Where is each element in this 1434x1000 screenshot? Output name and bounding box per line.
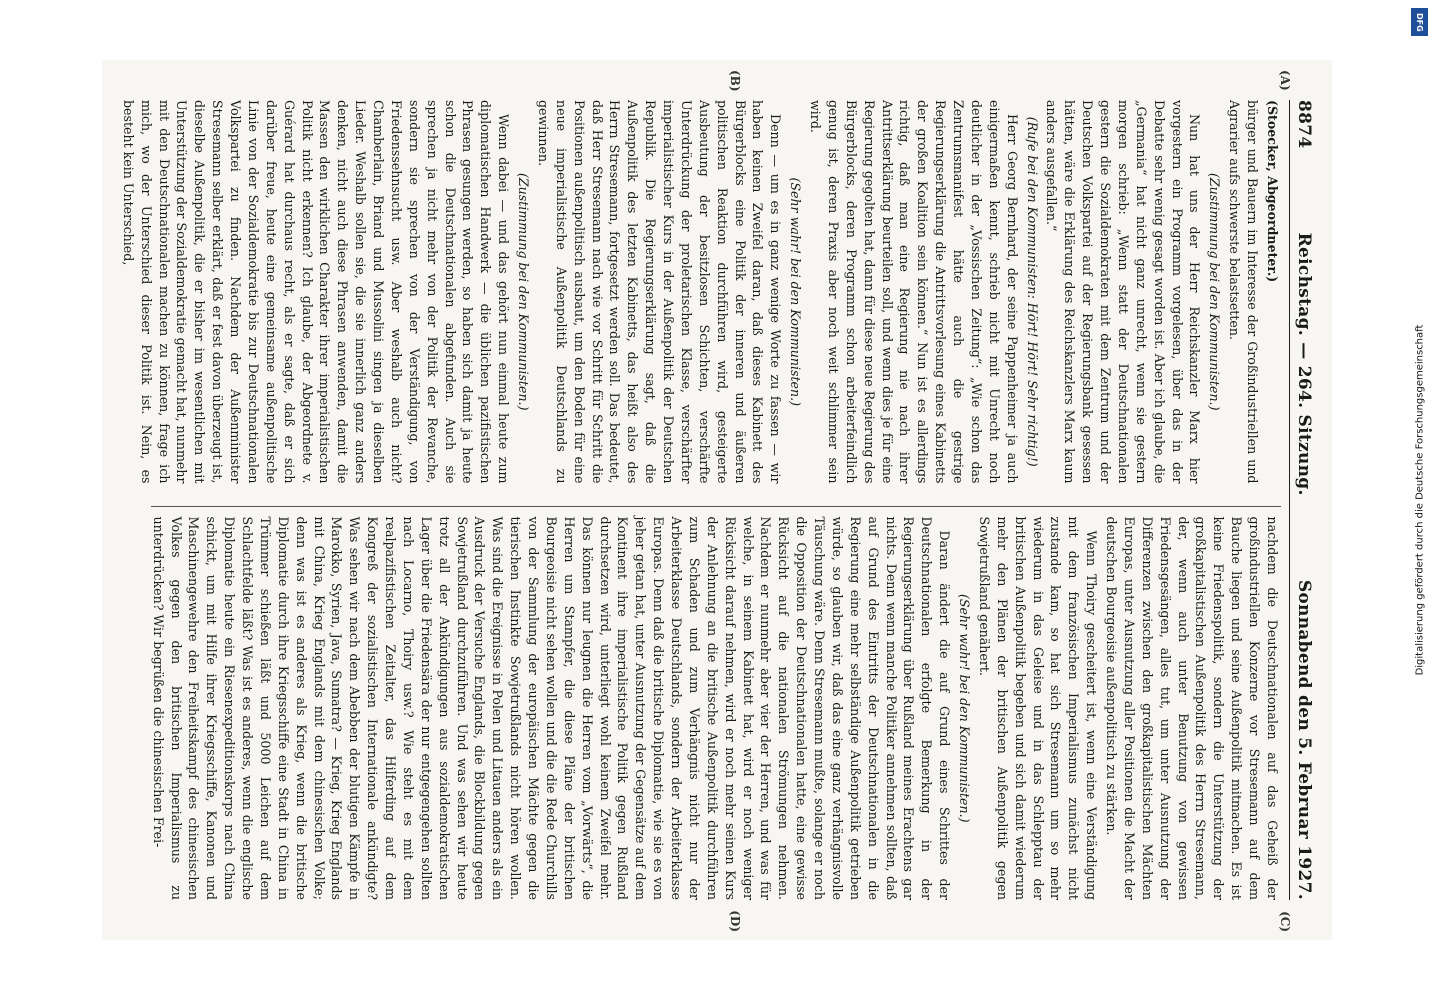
right-column: [151, 506, 1281, 901]
page-header: [1289, 100, 1314, 900]
left-column: [120, 100, 1281, 484]
paragraph: Herr Georg Bernhard, der seine Pappenheimer ja auch einigermaßen kennt, schrieb nicht mit Unrecht noch deutlicher in der „Vossischen Zeitung“: „Wie schon das Zentrumsmanifest hätte auch die gestrige Regierungserklärung die Antrittsvorlesung eines Kabinetts der großen Koalition sein können.“ Nun ist es allerdings richtig, daß man eine Regierung nie nach ihrer Antrittserklärung beurteilen soll, und wenn dies je für eine Regierung gegolten hat, dann für diese neue Regierung des Bürgerblocks, deren Programm schon arbeiterfeindlich genug ist, deren Praxis aber noch weit schlimmer sein wird.: [808, 100, 1020, 484]
paragraph: bürger und Bauern im Interesse der Großindustriellen und Agrarier aufs schwerste belastsetten.: [1227, 100, 1261, 484]
session-title: Reichstag. — 264. Sitzung.: [1294, 232, 1314, 496]
paragraph: Wenn Thoiry gescheitert ist, wenn eine Verständigung mit dem französischen Imperialismus zunächst nicht zustande kam, so hat sich Stresemann um so mehr wiederum in das Geleise und in das Schlepptau der britischen Außenpolitik begeben und sich damit wiederum mehr den Plänen der britischen Außenpolitik gegen Sowjetrußland genähert.: [977, 516, 1100, 900]
paragraph: Wenn dabei — und das gehört nun einmal heute zum diplomatischen Handwerk — die üblichen pazifistischen Phrasen gesungen werden, so haben sich damit ja heute schon die Deutschnationalen abgefunden. Auch sie sprechen ja nicht mehr von der Politik der Revanche, sondern sie sprechen von der Verständigung, von Friedenssehnsucht usw. Aber weshalb auch nicht? Chamberlain, Briand und Mussolini singen ja dieselben Lieder. Weshalb sollen sie, die sie innerlich ganz anders denken, nicht auch diese Phrasen anwenden, damit die Massen den wirklichen Charakter ihrer imperialistischen Politik nicht erkennen? Ich glaube, der Abgeordnete v. Guérard hat durchaus recht, als er sagte, daß er sich darüber freue, heute eine gemeinsame außenpolitische Linie von der Sozialdemokratie bis zur Deutschnationalen Volkspartei zu finden. Nachdem der Außenminister Stresemann selber erklärt, daß er fest davon überzeugt ist, dieselbe Außenpolitik, die er bisher im wesentlichen mit Unterstützung der Sozialdemokratie gemacht hat, nunmehr mit den Deutschnationalen machen zu können, frage ich mich, wo der Unterschied dieser Politik ist. Nein, es besteht kein Unterschied,: [120, 100, 512, 484]
paragraph: Denn — um es in ganz wenige Worte zu fassen — wir haben keinen Zweifel daran, daß dieses Kabinett des Bürgerblocks eine Politik der inneren und äußeren politischen Reaktion durchführen wird, gesteigerte Ausbeutung der besitzlosen Schichten, verschärfte Unterdrückung der proletarischen Klasse, verschärfter imperialistischer Kurs in der Außenpolitik der Deutschen Republik. Die Regierungserklärung sagt, daß die Außenpolitik des letzten Kabinetts, das heißt also des Herrn Stresemann, fortgesetzt werden soll. Das bedeutet, daß Herr Stresemann nach wie vor Schritt für Schritt die Positionen außenpolitisch ausbaut, um den Boden für eine neue imperialistische Außenpolitik Deutschlands zu gewinnen.: [536, 100, 784, 484]
funding-notice: [1408, 0, 1432, 1000]
interjection: (Sehr wahr! bei den Kommunisten.): [957, 593, 973, 823]
interjection: (Zustimmung bei den Kommunisten.): [516, 173, 532, 411]
interjection: (Zustimmung bei den Kommunisten.): [1207, 173, 1223, 411]
speaker-line: (Stoecker, Abgeordneter.): [1265, 100, 1280, 283]
text-columns: [120, 100, 1281, 900]
paragraph: Nun hat uns der Herr Reichskanzler Marx hier vorgestern ein Programm vorgelesen, über das in der Debatte sehr wenig gesagt worden ist. Aber ich glaube, die „Germania“ hat nicht ganz unrecht, wenn sie gestern morgen schrieb: „Wenn statt der Deutschnationalen gestern die Sozialdemokraten mit dem Zentrum und der Deutschen Volkspartei auf der Regierungsbank gesessen hätten, wäre die Erklärung des Reichskanzlers Marx kaum anders ausgefallen.“: [1044, 100, 1203, 484]
dfg-logo: DFG: [1411, 8, 1428, 36]
margin-mark-a: (A): [1278, 70, 1292, 91]
interjection: (Rufe bei den Kommunisten: Hört! Hört! Sehr richtig!): [1024, 116, 1040, 467]
document-page: [102, 60, 1332, 940]
margin-mark-c: (C): [1278, 911, 1292, 932]
paragraph: Daran ändert die auf Grund eines Schrittes der Deutschnationalen erfolgte Bemerkung in der Regierungserklärung über Rußland meines Erachtens gar nichts. Denn wenn manche Politiker annehmen sollten, daß auf Grund des Eintritts der Deutschnationalen in die Regierung eine mehr selbständige Außenpolitik getrieben würde, so glauben wir, daß das eine ganz verhängnisvolle Täuschung wäre. Denn Stresemann mußte, solange er noch die Opposition der Deutschnationalen hatte, eine gewisse Rücksicht auf die nationalen Strömungen nehmen. Nachdem er nunmehr aber vier der Herren, und was für welche, in seinem Kabinett hat, wird er noch weniger Rücksicht darauf nehmen, wird er noch mehr seinen Kurs der Anlehnung an die britische Außenpolitik durchführen zum Schaden und zum Verhängnis nicht nur der Arbeiterklasse Deutschlands, sondern der Arbeiterklasse Europas. Denn daß die britische Diplomatie, wie sie es von jeher getan hat, unter Ausnutzung der Gegensätze auf dem Kontinent ihre imperialistische Politik gegen Rußland durchsetzen wird, unterliegt wohl keinem Zweifel mehr. Das können nur leugnen die Herren vom „Vorwärts“, die Herren um Stampfer, die diese Pläne der britischen Bourgeoisie nicht sehen wollen und die die Rede Churchills von der Sammlung der europäischen Mächte gegen die tierischen Instinkte Sowjetrußlands nicht hören wollen. Was sind die Ereignisse in Polen und Litauen anders als ein Ausdruck der Versuche Englands, die Blockbildung gegen Sowjetrußland durchzuführen. Und was sehen wir heute trotz all der Ankündigungen aus sozialdemokratischen Lager über die Friedensära der nur entgegengehen sollten nach Locarno, Thoiry usw.? Wie steht es mit dem realpazifistischen Zeitalter, das Hilferding auf dem Kongreß der sozialistischen Internationale ankündigte? Was sehen wir nach dem Abebben der blutigen Kämpfe in Marokko, Syrien, Java, Sumatra? — Krieg, Krieg Englands mit China, Krieg Englands mit dem chinesischen Volke; denn was ist es anderes als Krieg, wenn die britische Diplomatie durch ihre Kriegsschiffe eine Stadt in China in Trümmer schießen läßt und 5000 Leichen auf dem Schlachtfelde läßt? Was ist es anderes, wenn die englische Diplomatie heute ein Riesenexpeditionskorps nach China schickt, um mit Hilfe ihrer Kriegsschiffe, Kanonen und Maschinengewehre den Freiheitskampf des chinesischen Volkes gegen den britischen Imperialismus zu unterdrücken? Wir begrüßen die chinesischen Frei-: [150, 516, 953, 900]
paragraph: nachdem die Deutschnationalen auf das Geheiß der großindustriellen Konzerne vor Stresemann auf dem Bauche liegen und seine Außenpolitik mitmachen. Es ist keine Friedenspolitik, sondern die Unterstützung der großkapitalistischen Außenpolitik des Herrn Stresemann, der, wenn auch unter Benutzung von gewissen Friedensgesängen, alles tut, um unter Ausnutzung der Differenzen zwischen den großkapitalistischen Mächten Europas, unter Ausnutzung aller Positionen die Macht der deutschen Bourgeoisie außenpolitisch zu stärken.: [1104, 516, 1280, 900]
session-date: Sonnabend den 5. Februar 1927.: [1294, 579, 1314, 900]
interjection: (Sehr wahr! bei den Kommunisten.): [788, 177, 804, 407]
page-number: 8874: [1294, 100, 1314, 149]
margin-mark-b: (B): [728, 70, 742, 92]
margin-mark-d: (D): [728, 910, 742, 932]
funding-text: Digitalisierung gefördert durch die Deutsche Forschungsgemeinschaft: [1414, 324, 1426, 676]
